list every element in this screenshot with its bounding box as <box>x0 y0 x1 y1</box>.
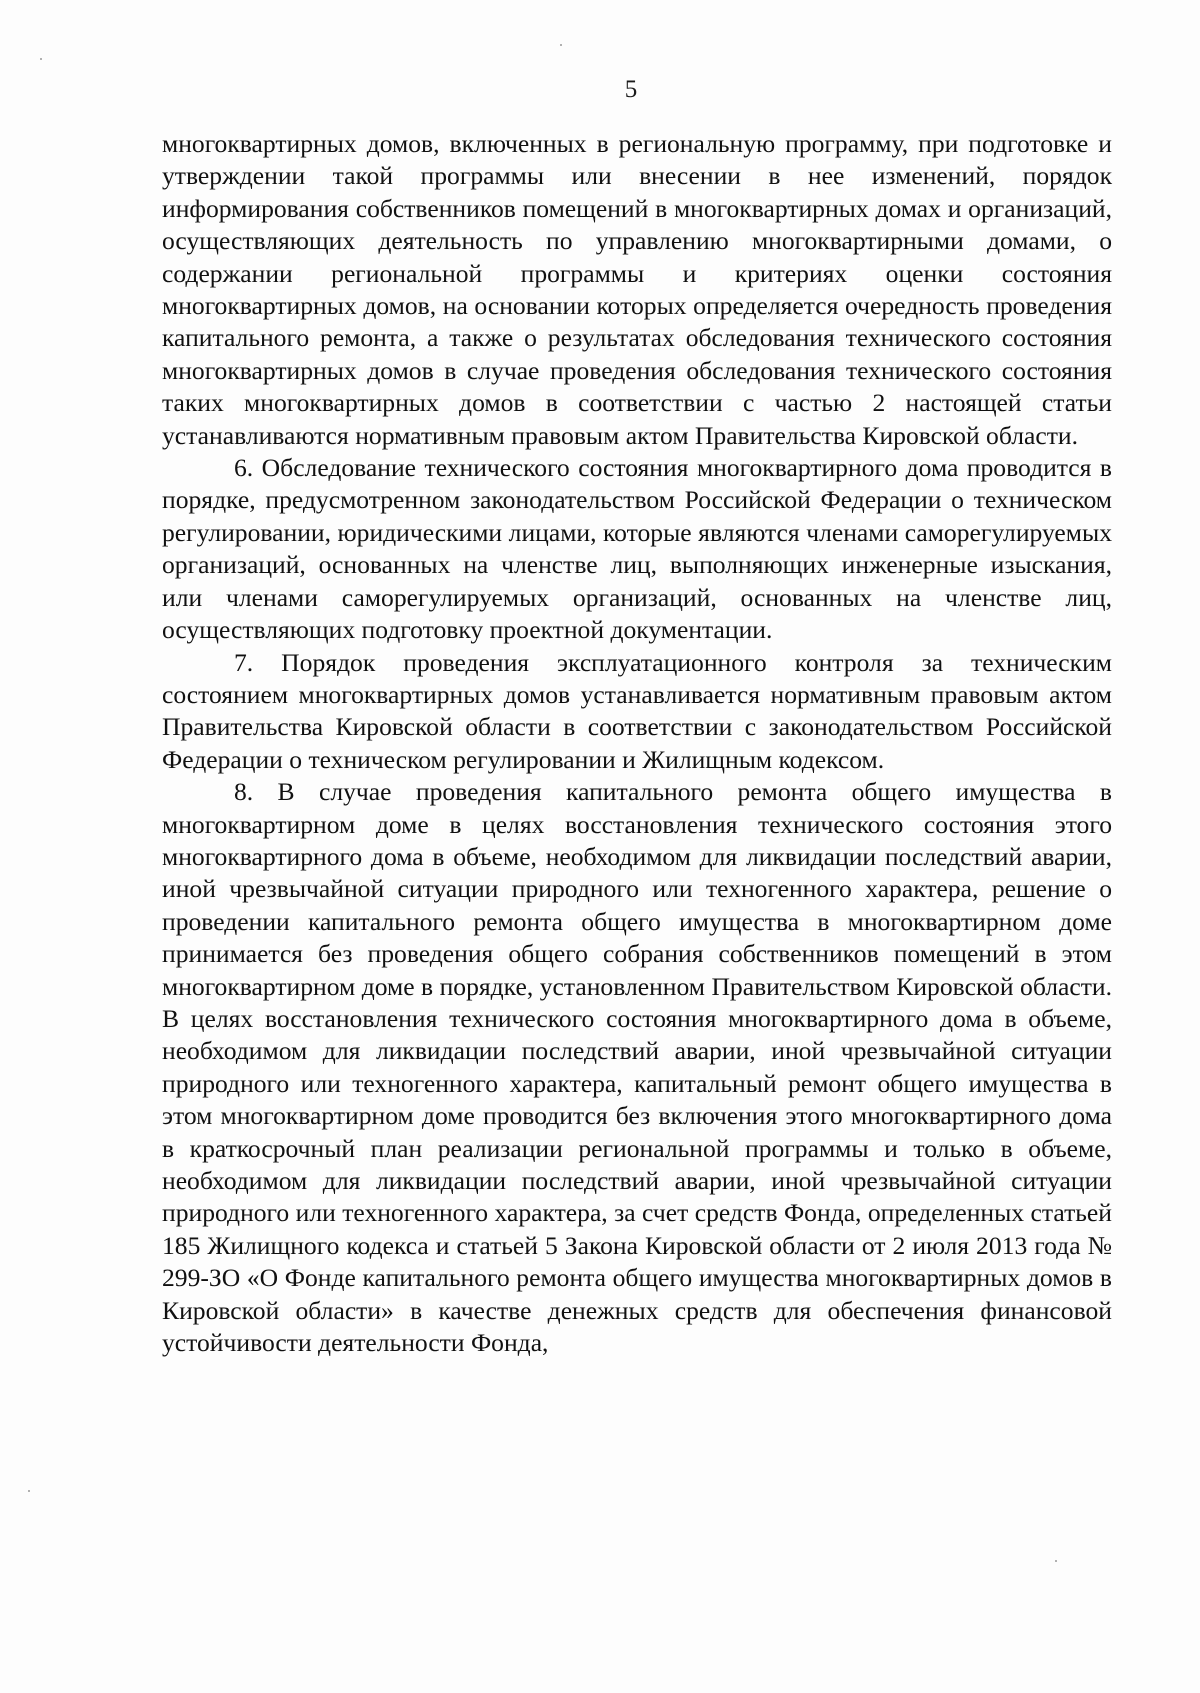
document-body <box>162 128 1112 1359</box>
paragraph-item-7: 7. Порядок проведения эксплуатационного контроля за техническим состоянием многоквартирных домов устанавливается нормативным правовым актом Правительства Кировской области в соответствии с законодательством Российской Федерации о техническом регулировании и Жилищным кодексом. <box>162 647 1112 774</box>
paragraph-item-8: 8. В случае проведения капитального ремонта общего имущества в многоквартирном доме в целях восстановления технического состояния этого многоквартирного дома в объеме, необходимом для ликвидации последствий аварии, иной чрезвычайной ситуации природного или техногенного характера, решение о проведении капитального ремонта общего имущества в многоквартирном доме принимается без проведения общего собрания собственников помещений в этом многоквартирном доме в порядке, установленном Правительством Кировской области. В целях восстановления технического состояния многоквартирного дома в объеме, необходимом для ликвидации последствий аварии, иной чрезвычайной ситуации природного или техногенного характера, капитальный ремонт общего имущества в этом многоквартирном доме проводится без включения этого многоквартирного дома в краткосрочный план реализации региональной программы и только в объеме, необходимом для ликвидации последствий аварии, иной чрезвычайной ситуации природного или техногенного характера, за счет средств Фонда, определенных статьей 185 Жилищного кодекса и статьей 5 Закона Кировской области от 2 июля 2013 года № 299-ЗО «О Фонде капитального ремонта общего имущества многоквартирных домов в Кировской области» в качестве денежных средств для обеспечения финансовой устойчивости деятельности Фонда, <box>162 777 1112 1358</box>
scan-speck <box>40 58 42 60</box>
scan-speck <box>560 44 562 46</box>
scan-speck <box>28 1490 30 1492</box>
paragraph-item-6: 6. Обследование технического состояния многоквартирного дома проводится в порядке, предусмотренном законодательством Российской Федерации о техническом регулировании, юридическими лицами, которые являются членами саморегулируемых организаций, основанных на членстве лиц, выполняющих инженерные изыскания, или членами саморегулируемых организаций, основанных на членстве лиц, осуществляющих подготовку проектной документации. <box>162 453 1112 645</box>
page-number: 5 <box>624 76 638 103</box>
scan-speck <box>1055 1560 1057 1562</box>
paragraph-continuation: многоквартирных домов, включенных в региональную программу, при подготовке и утверждении такой программы или внесении в нее изменений, порядок информирования собственников помещений в многоквартирных домах и организаций, осуществляющих деятельность по управлению многоквартирными домами, о содержании региональной программы и критериях оценки состояния многоквартирных домов, на основании которых определяется очередность проведения капитального ремонта, а также о результатах обследования технического состояния многоквартирных домов в случае проведения обследования технического состояния таких многоквартирных домов в соответствии с частью 2 настоящей статьи устанавливаются нормативным правовым актом Правительства Кировской области. <box>162 129 1112 450</box>
